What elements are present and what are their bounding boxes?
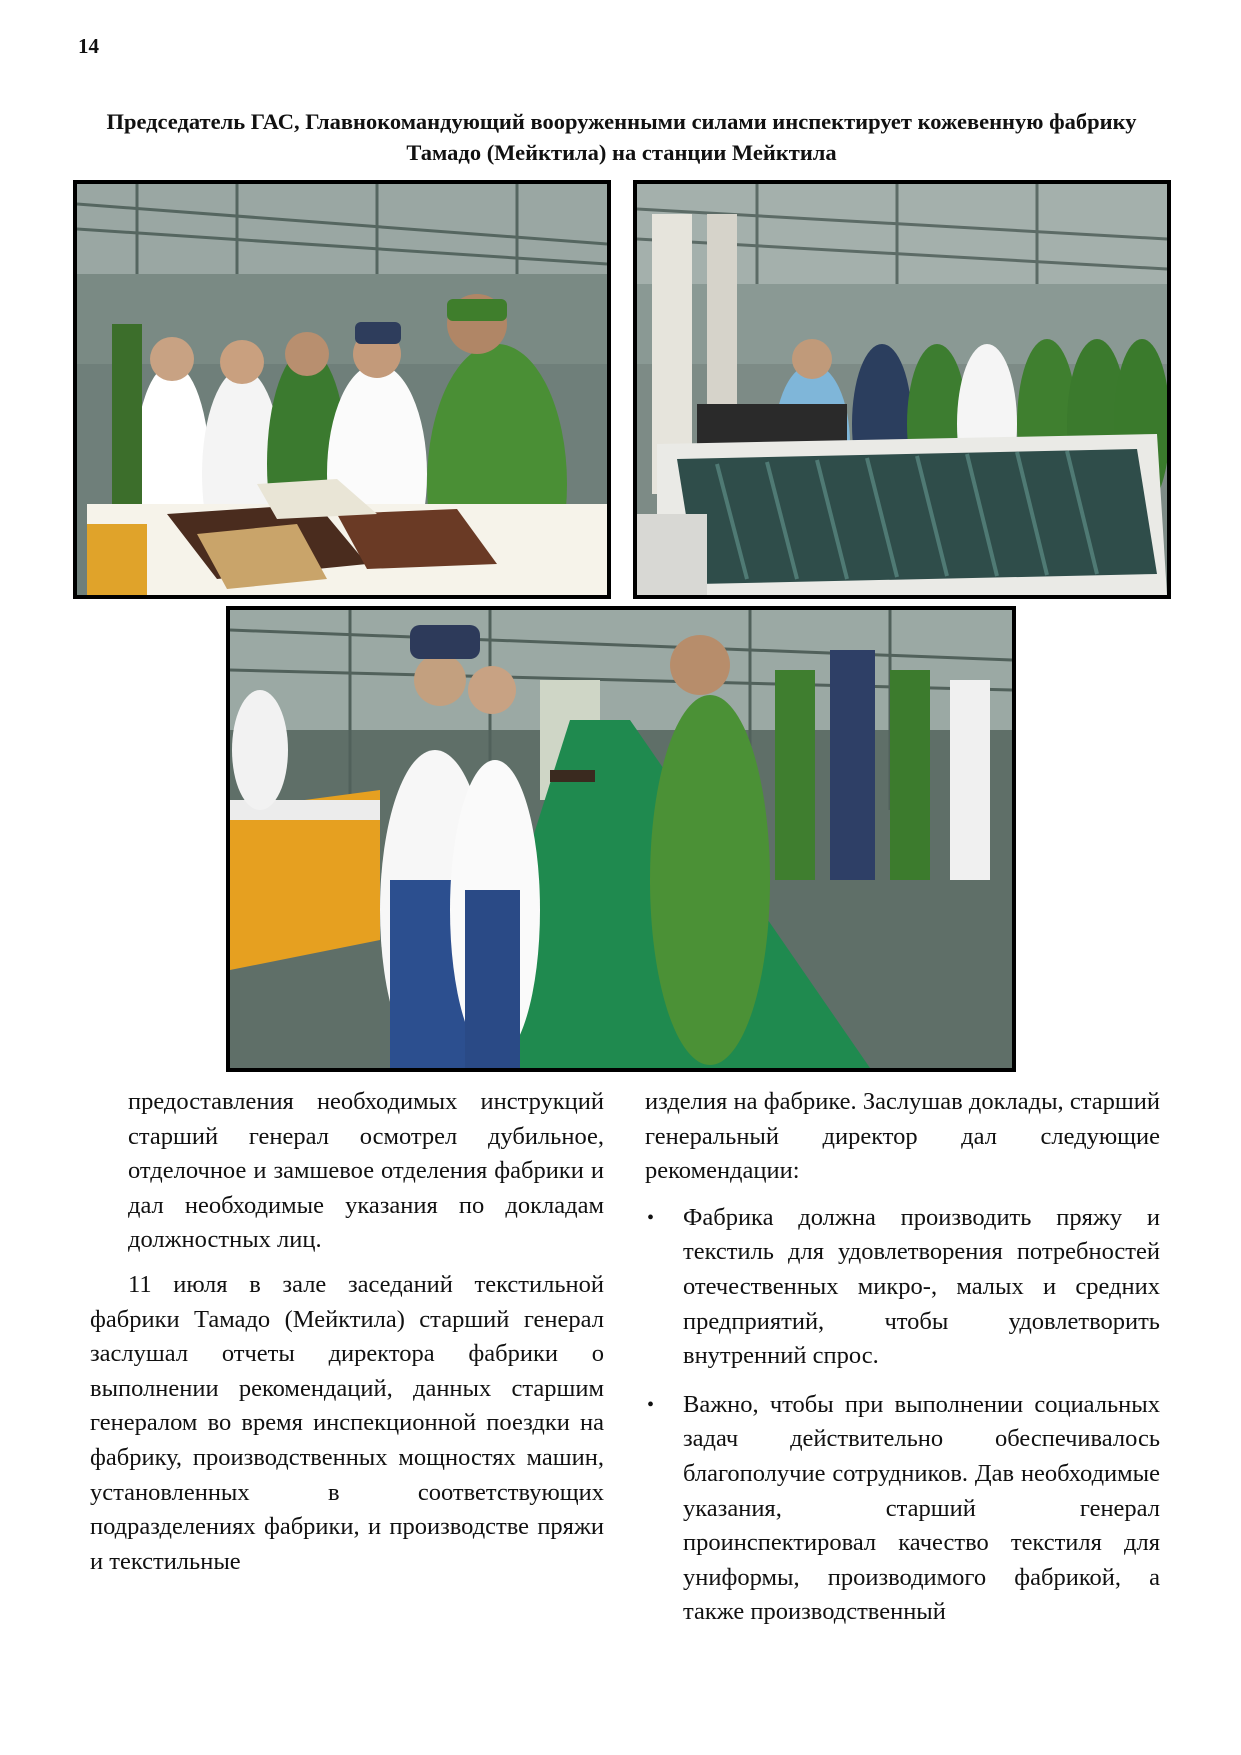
recommendations-list [645, 1201, 1160, 1630]
cutting-machine-photo [633, 180, 1171, 599]
left-paragraph-2: 11 июля в зале заседаний текстильной фабрики Тамадо (Мейктила) старший генерал заслушал отчеты директора фабрики о выполнении рекомендаций, данных старшим генералом во время инспекционной поездки на фабрику, производственных мощностях машин, установленных в соответствующих подразделениях фабрики, и производстве пряжи и текстильные [90, 1270, 604, 1575]
right-paragraph-1: изделия на фабрике. Заслушав доклады, старший генеральный директор дал следующие рекомендации: [645, 1088, 1160, 1185]
bullet-icon: • [647, 1206, 655, 1229]
leather-product-presentation-photo [226, 606, 1016, 1072]
left-paragraph-continued: предоставления необходимых инструкций старший генерал осмотрел дубильное, отделочное и замшевое отделения фабрики и дал необходимые указания по докладам должностных лиц. [128, 1088, 604, 1254]
right-text-column [645, 1085, 1160, 1644]
recommendation-text: Важно, чтобы при выполнении социальных задач действительно обеспечивалось благополучие сотрудников. Дав необходимые указания, старший генерал проинспектировал качество текстиля для униформы, производимого фабрикой, а также производственный [683, 1390, 1160, 1626]
recommendation-text: Фабрика должна производить пряжу и текстиль для удовлетворения потребностей отечественных микро-, малых и средних предприятий, чтобы удовлетворить внутренний спрос. [683, 1203, 1160, 1370]
left-text-column [90, 1085, 604, 1579]
article-headline: Председатель ГАС, Главнокомандующий вооруженными силами инспектирует кожевенную фабрику Тамадо (Мейктила) на станции Мейктила [106, 109, 1137, 165]
bullet-icon: • [647, 1393, 655, 1416]
leather-samples-inspection-photo [73, 180, 611, 599]
recommendation-item [645, 1388, 1160, 1630]
recommendation-item [645, 1201, 1160, 1374]
page-number: 14 [78, 34, 99, 58]
